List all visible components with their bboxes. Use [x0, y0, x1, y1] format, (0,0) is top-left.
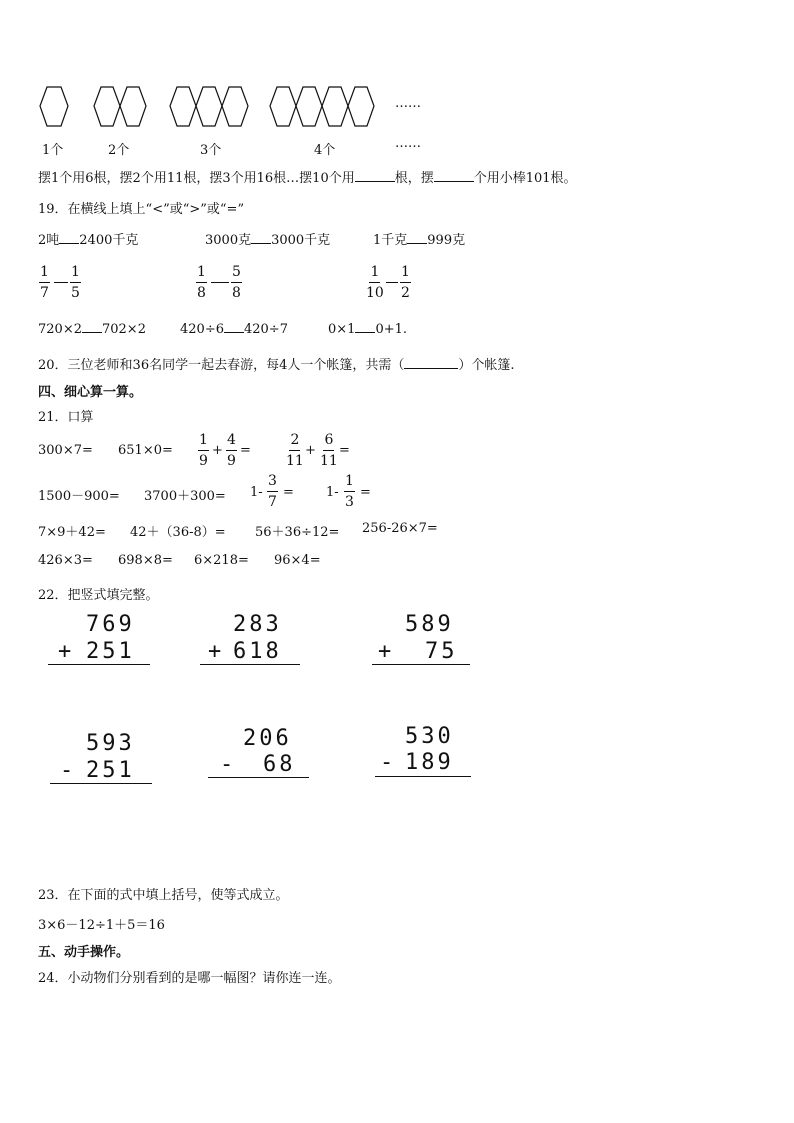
equals-sign: = [339, 443, 350, 458]
answer-blank[interactable] [434, 181, 474, 182]
q20-text-a: 20．三位老师和36名同学一起去春游，每4人一个帐篷，共需（ [38, 358, 405, 373]
oral-calc-item: 651×0= [118, 443, 173, 458]
vertical-operator: + [208, 639, 225, 664]
section-4-heading: 四、细心算一算。 [38, 385, 143, 400]
oral-calc-item: 42＋（36-8）= [130, 525, 226, 540]
fraction: $\frac{1}{5}$ [71, 264, 80, 301]
vertical-bottom-number: 68 [263, 752, 296, 777]
vertical-top-number: 283 [233, 612, 282, 637]
vertical-top-number: 769 [86, 612, 135, 637]
prefix: 1- [326, 485, 339, 500]
sum-line [200, 664, 300, 665]
hexagon-shape [348, 87, 374, 126]
q19-item [38, 322, 146, 337]
compare-left: 720×2 [38, 322, 82, 337]
fraction: $\frac{6}{11}$ [320, 432, 338, 469]
pattern-label-3: 3个 [200, 143, 222, 158]
compare-left: 2吨 [38, 233, 60, 248]
vertical-operator: - [220, 752, 237, 777]
compare-left: 1千克 [373, 233, 408, 248]
oral-calc-item: 7×9＋42= [38, 525, 106, 540]
difference-line [375, 776, 471, 777]
vertical-operator: - [60, 758, 77, 783]
q19-item [180, 322, 288, 337]
answer-blank[interactable] [355, 181, 395, 182]
vertical-bottom-number: 251 [86, 639, 135, 664]
hexagon-shape [322, 87, 348, 126]
fraction: $\frac{4}{9}$ [227, 432, 236, 469]
hexagon-shape [296, 87, 322, 126]
hexagon-shape [40, 87, 68, 126]
equals-sign: = [283, 485, 294, 500]
answer-blank[interactable] [54, 282, 68, 283]
pattern-ellipsis-bottom: …… [395, 136, 421, 151]
oral-calc-item: 300×7= [38, 443, 93, 458]
sum-line [48, 664, 150, 665]
fraction: $\frac{5}{8}$ [232, 264, 241, 301]
q21-title: 21．口算 [38, 410, 94, 425]
q20-question [38, 354, 515, 373]
answer-blank[interactable] [407, 243, 427, 244]
compare-right: 420÷7 [243, 322, 288, 337]
vertical-bottom-number: 75 [425, 639, 458, 664]
q19-item [38, 229, 138, 248]
pattern-label-4: 4个 [314, 143, 336, 158]
fraction: $\frac{3}{7}$ [268, 473, 277, 510]
vertical-top-number: 589 [405, 612, 454, 637]
q19-item [328, 322, 407, 337]
pattern-text-c: 个用小棒101根。 [473, 171, 577, 186]
section-5-heading: 五、动手操作。 [38, 945, 130, 960]
difference-line [50, 783, 152, 784]
vertical-bottom-number: 618 [233, 639, 282, 664]
fraction: $\frac{1}{2}$ [401, 264, 410, 301]
hexagon-shape [170, 87, 196, 126]
answer-blank[interactable] [224, 332, 244, 333]
hexagon-shape [270, 87, 296, 126]
q19-item [373, 229, 465, 248]
compare-left: 3000克 [205, 233, 252, 248]
pattern-text-b: 根，摆 [394, 171, 434, 186]
sum-line [372, 664, 470, 665]
q24-title: 24．小动物们分别看到的是哪一幅图？请你连一连。 [38, 971, 341, 986]
fraction: $\frac{1}{9}$ [199, 432, 208, 469]
compare-right: 3000千克 [271, 233, 331, 248]
pattern-ellipsis-top: …… [395, 96, 421, 111]
fraction: $\frac{1}{3}$ [345, 473, 354, 510]
operator: + [212, 443, 223, 458]
compare-left: 420÷6 [180, 322, 224, 337]
fraction: $\frac{1}{7}$ [40, 264, 49, 301]
hexagon-pattern-figure [30, 80, 430, 136]
q23-expression: 3×6－12÷1＋5＝16 [38, 918, 165, 933]
answer-blank[interactable] [251, 243, 271, 244]
vertical-operator: + [58, 639, 75, 664]
equals-sign: = [360, 485, 371, 500]
q20-text-b: ）个帐篷. [458, 358, 515, 373]
vertical-operator: - [380, 750, 397, 775]
answer-blank[interactable] [355, 332, 375, 333]
hexagon-shape [120, 87, 146, 126]
compare-left: 0×1 [328, 322, 356, 337]
hexagon-shape [196, 87, 222, 126]
fraction: $\frac{2}{11}$ [286, 432, 304, 469]
vertical-top-number: 206 [243, 726, 292, 751]
compare-right: 702×2 [101, 322, 146, 337]
difference-line [208, 777, 309, 778]
q19-title: 19．在横线上填上“<”或“>”或“=” [38, 202, 245, 217]
oral-calc-item: 256-26×7= [362, 521, 438, 536]
compare-right: 0+1. [375, 322, 408, 337]
q22-title: 22．把竖式填完整。 [38, 588, 159, 603]
pattern-label-2: 2个 [108, 143, 130, 158]
oral-calc-item: 6×218= [194, 553, 249, 568]
oral-calc-item: 698×8= [118, 553, 173, 568]
vertical-bottom-number: 189 [405, 750, 454, 775]
compare-right: 999克 [427, 233, 466, 248]
q23-title: 23．在下面的式中填上括号，使等式成立。 [38, 888, 289, 903]
answer-blank[interactable] [386, 282, 398, 283]
vertical-operator: + [378, 639, 395, 664]
pattern-question [38, 167, 577, 186]
oral-calc-item: 96×4= [274, 553, 321, 568]
oral-calc-item: 1500－900= [38, 489, 120, 504]
hexagon-shape [94, 87, 120, 126]
answer-blank[interactable] [404, 368, 458, 369]
fraction: $\frac{1}{10}$ [366, 264, 384, 301]
hexagon-shape [222, 87, 248, 126]
answer-blank[interactable] [59, 243, 79, 244]
operator: + [305, 443, 316, 458]
oral-calc-item: 56＋36÷12= [255, 525, 340, 540]
oral-calc-item: 3700＋300= [144, 489, 226, 504]
oral-calc-item: 426×3= [38, 553, 93, 568]
vertical-bottom-number: 251 [86, 758, 135, 783]
vertical-top-number: 593 [86, 731, 135, 756]
answer-blank[interactable] [82, 332, 102, 333]
fraction: $\frac{1}{8}$ [197, 264, 206, 301]
vertical-top-number: 530 [405, 724, 454, 749]
prefix: 1- [250, 485, 263, 500]
pattern-text-a: 摆1个用6根，摆2个用11根，摆3个用16根…摆10个用 [38, 171, 355, 186]
pattern-label-1: 1个 [42, 143, 64, 158]
equals-sign: = [240, 443, 251, 458]
compare-right: 2400千克 [79, 233, 139, 248]
answer-blank[interactable] [211, 282, 229, 283]
q19-item [205, 229, 330, 248]
